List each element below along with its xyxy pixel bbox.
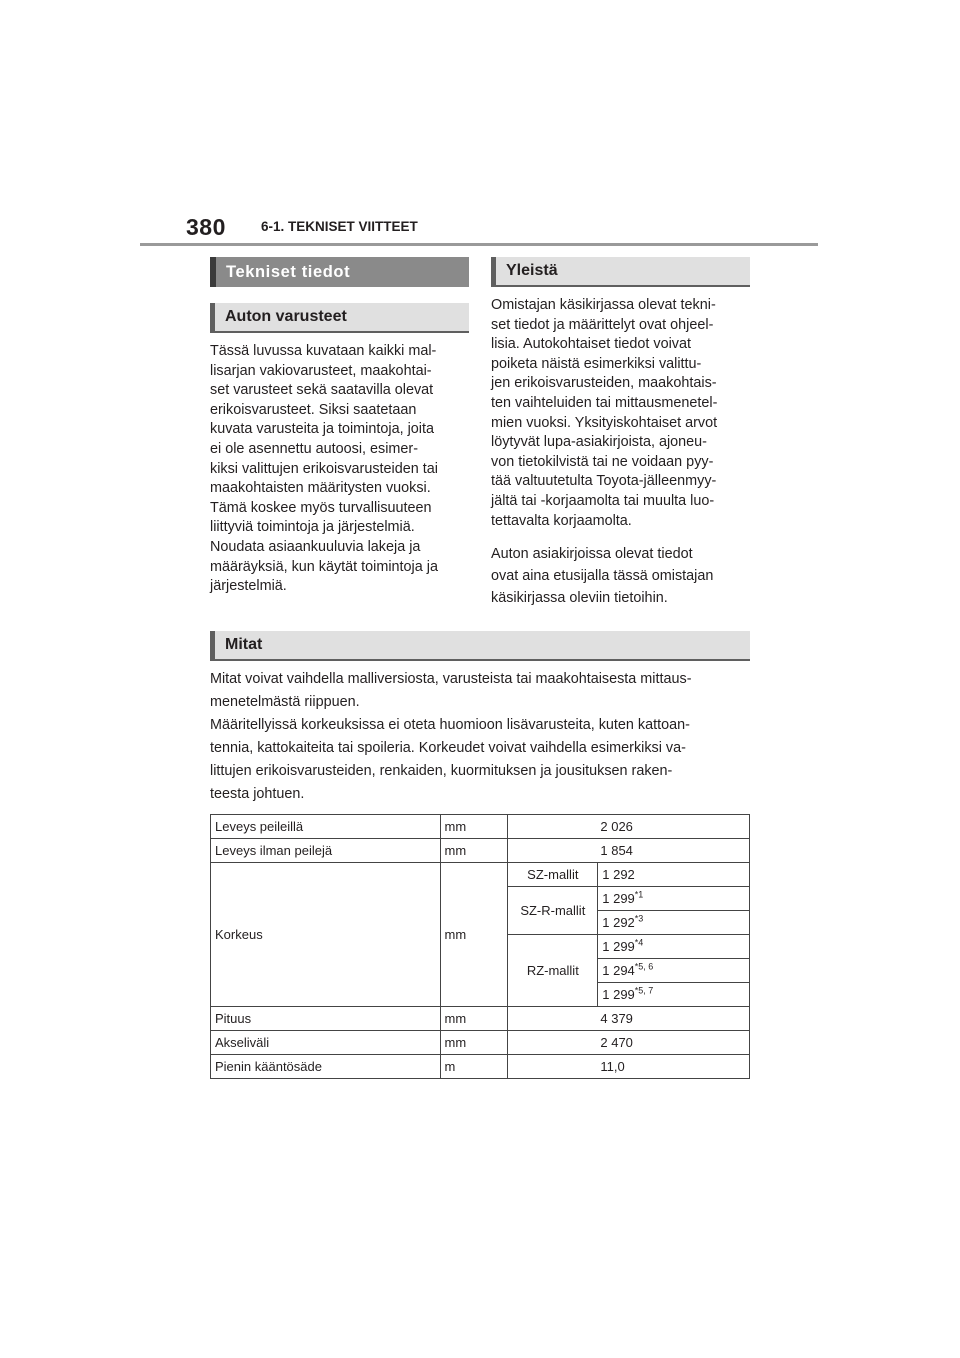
cell-value: 1 854 [508, 839, 750, 863]
cell-model-sz: SZ-mallit [508, 863, 598, 887]
left-paragraph [210, 342, 438, 597]
heading-mitat-label: Mitat [225, 636, 263, 653]
text-line: ten vaihteluiden tai mittausmenetel- [491, 394, 718, 411]
cell-model-rz: RZ-mallit [508, 935, 598, 1007]
value: 1 299 [602, 987, 635, 1002]
text-line: kiksi valittujen erikoisvarusteiden tai [210, 460, 438, 477]
text-line: käsikirjassa oleviin tietoihin. [491, 590, 668, 606]
text-line: erikoisvarusteet. Siksi saatetaan [210, 401, 417, 418]
footnote: *5, 7 [634, 985, 654, 996]
dimensions-table [210, 814, 750, 1079]
text-line: von tietokilvistä tai ne voidaan pyy- [491, 453, 714, 470]
mitat-paragraph-2 [210, 714, 690, 806]
cell-unit: mm [440, 1031, 508, 1055]
text-line: Noudata asiaankuuluvia lakeja ja [210, 538, 421, 555]
cell-label-korkeus: Korkeus [211, 863, 441, 1007]
text-line: Tässä luvussa kuvataan kaikki mal- [210, 343, 437, 359]
heading-mitat [210, 631, 750, 661]
table-row [211, 815, 750, 839]
table-row [211, 1031, 750, 1055]
footnote: *4 [634, 937, 644, 948]
text-line: set varusteet sekä saatavilla olevat [210, 382, 434, 399]
text-line: Määritellyissä korkeuksissa ei oteta huomioon lisävarusteita, kuten kattoan- [210, 717, 690, 733]
value: 1 292 [602, 915, 635, 930]
text-line: menetelmästä riippuen. [210, 694, 360, 710]
cell-value [598, 959, 750, 983]
value: 1 294 [602, 963, 635, 978]
text-line: järjestelmiä. [210, 578, 287, 595]
cell-value [598, 935, 750, 959]
text-line: Tämä koskee myös turvallisuuteen [210, 499, 432, 516]
cell-unit: mm [440, 815, 508, 839]
heading-yleista-label: Yleistä [506, 262, 558, 279]
text-line: Omistajan käsikirjassa olevat tekni- [491, 297, 716, 313]
text-line: poiketa näistä esimerkiksi valittu- [491, 355, 702, 372]
table-row [211, 863, 750, 887]
cell-label: Pituus [211, 1007, 441, 1031]
heading-yleista [491, 257, 750, 287]
text-line: lisarjan vakiovarusteet, maakohtai- [210, 362, 432, 379]
right-paragraph-2 [491, 543, 713, 609]
cell-value [598, 983, 750, 1007]
table-row [211, 1055, 750, 1079]
cell-value [598, 887, 750, 911]
text-line: Auton asiakirjoissa olevat tiedot [491, 546, 693, 562]
text-line: Mitat voivat vaihdella malliversiosta, varusteista tai maakohtaisesta mittaus- [210, 671, 692, 687]
text-line: liittyviä toimintoja ja järjestelmiä. [210, 519, 415, 536]
text-line: littujen erikoisvarusteiden, renkaiden, kuormituksen ja jousituksen raken- [210, 763, 673, 779]
heading-auton-varusteet-label: Auton varusteet [225, 308, 347, 325]
cell-unit: mm [440, 1007, 508, 1031]
cell-label: Leveys peileillä [211, 815, 441, 839]
heading-auton-varusteet [210, 303, 469, 333]
footnote: *5, 6 [634, 961, 654, 972]
heading-tekniset-tiedot-label: Tekniset tiedot [226, 262, 351, 281]
value: 1 299 [602, 891, 635, 906]
text-line: kuvata varusteita ja toimintoja, joita [210, 421, 434, 438]
text-line: set tiedot ja määrittelyt ovat ohjeel- [491, 316, 714, 333]
header-rule [140, 243, 818, 246]
text-line: määräyksiä, kun käytät toimintoja ja [210, 558, 438, 575]
cell-value: 11,0 [508, 1055, 750, 1079]
text-line: tettavalta korjaamolta. [491, 512, 632, 529]
right-paragraph-1 [491, 296, 717, 531]
value: 1 299 [602, 939, 635, 954]
cell-unit: mm [440, 863, 508, 1007]
text-line: löytyvät lupa-asiakirjoista, ajoneu- [491, 434, 707, 451]
mitat-paragraph-1 [210, 668, 691, 714]
text-line: jältä tai -korjaamolta tai muulta luo- [491, 492, 715, 509]
table-row [211, 839, 750, 863]
text-line: lisia. Autokohtaiset tiedot voivat [491, 336, 691, 353]
text-line: tennia, kattokaiteita tai spoileria. Korkeudet voivat vaihdella esimerkiksi va- [210, 740, 686, 756]
cell-value: 4 379 [508, 1007, 750, 1031]
cell-value: 1 292 [598, 863, 750, 887]
cell-unit: m [440, 1055, 508, 1079]
text-line: tää valtuutetulta Toyota-jälleenmyy- [491, 473, 717, 490]
table-row [211, 1007, 750, 1031]
cell-value [598, 911, 750, 935]
text-line: teesta johtuen. [210, 786, 305, 802]
footnote: *1 [634, 889, 644, 900]
cell-label: Leveys ilman peilejä [211, 839, 441, 863]
text-line: jen erikoisvarusteiden, maakohtais- [491, 375, 717, 392]
cell-unit: mm [440, 839, 508, 863]
text-line: mien vuoksi. Yksityiskohtaiset arvot [491, 414, 718, 431]
text-line: ovat aina etusijalla tässä omistajan [491, 568, 714, 584]
cell-label: Pienin kääntösäde [211, 1055, 441, 1079]
heading-tekniset-tiedot [210, 257, 469, 287]
cell-value: 2 026 [508, 815, 750, 839]
cell-value: 2 470 [508, 1031, 750, 1055]
section-header: 6-1. TEKNISET VIITTEET [261, 219, 418, 234]
cell-label: Akseliväli [211, 1031, 441, 1055]
cell-model-szr: SZ-R-mallit [508, 887, 598, 935]
page-number: 380 [186, 214, 226, 240]
text-line: ei ole asennettu autoosi, esimer- [210, 440, 418, 457]
text-line: maakohtaisten määritysten vuoksi. [210, 480, 431, 497]
footnote: *3 [634, 913, 644, 924]
